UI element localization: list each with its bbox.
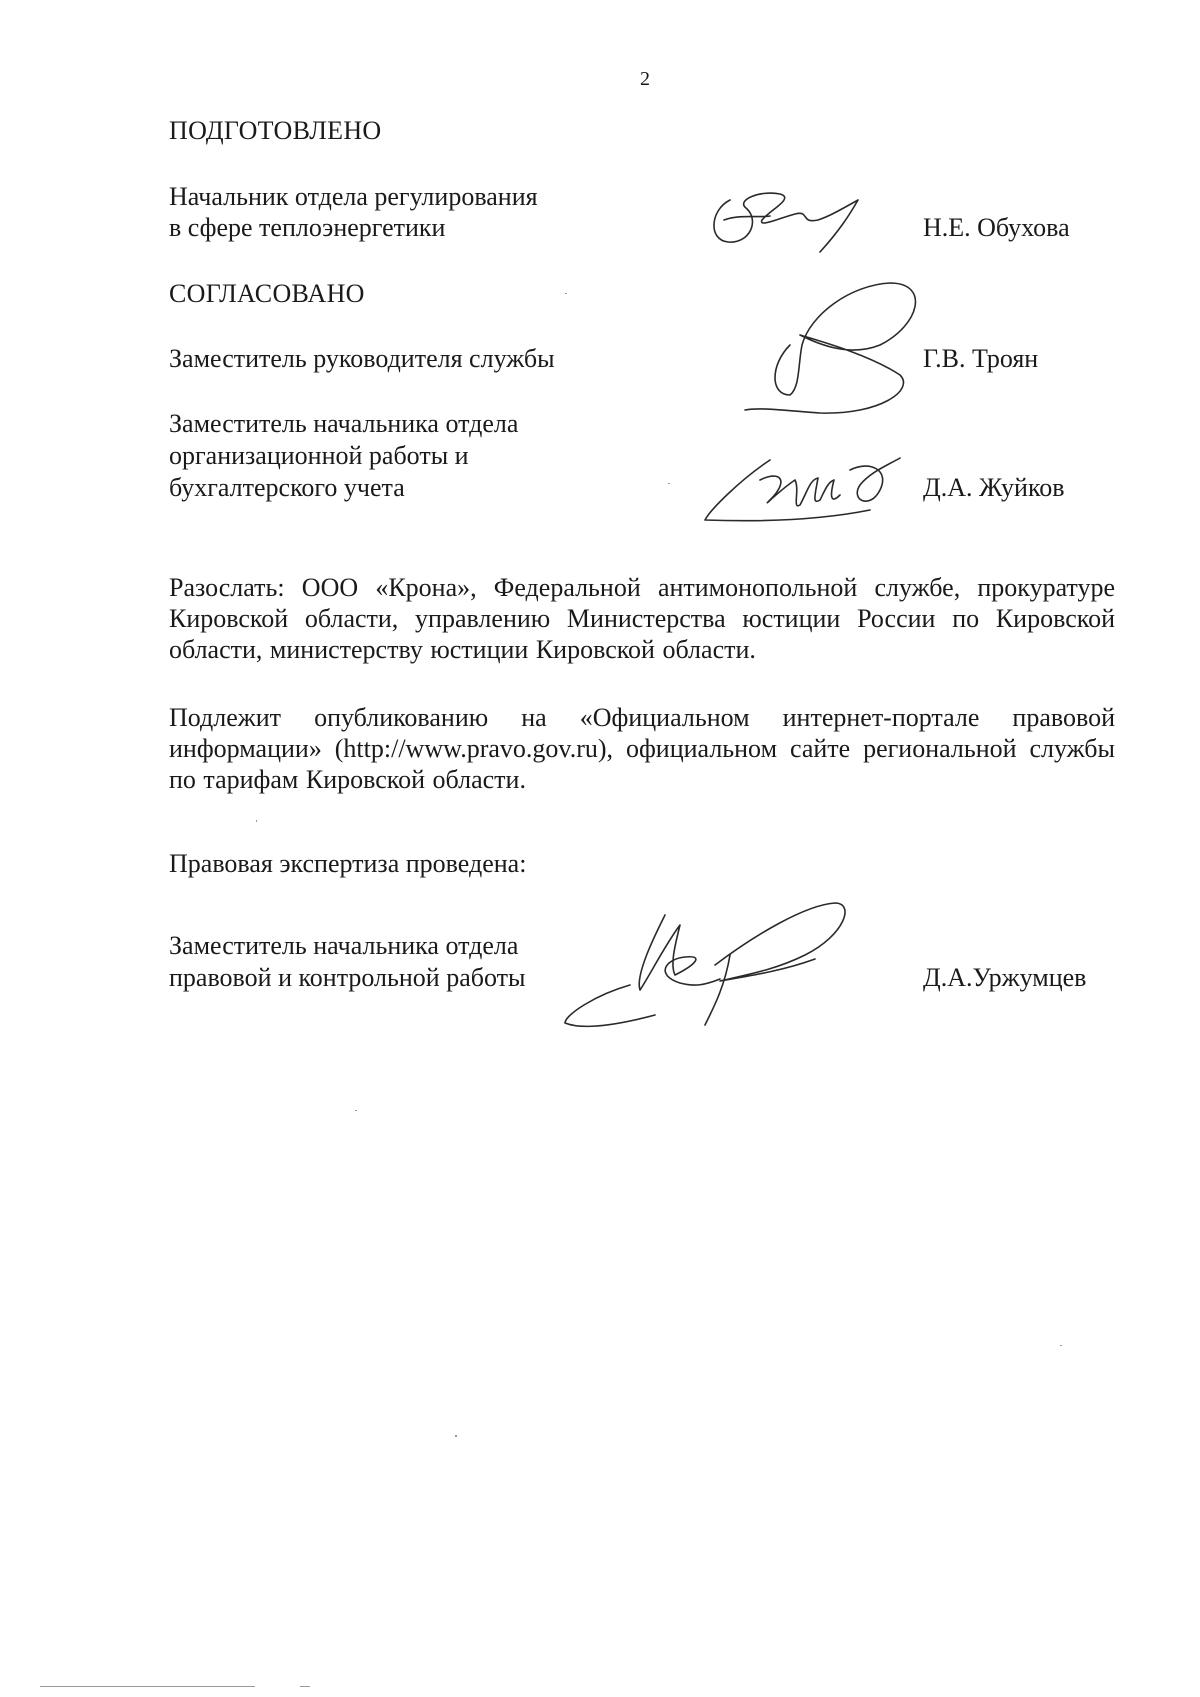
approved-person2-position-line1: Заместитель начальника отдела xyxy=(169,409,519,438)
signature-troyan xyxy=(730,275,940,430)
scan-speck xyxy=(668,483,670,484)
scan-speck xyxy=(565,293,567,294)
approved-heading: СОГЛАСОВАНО xyxy=(169,279,365,308)
legal-review-position-line1: Заместитель начальника отдела xyxy=(169,931,519,960)
scan-speck xyxy=(355,1110,357,1111)
prepared-position-line1: Начальник отдела регулирования xyxy=(169,182,538,211)
scan-speck xyxy=(455,1435,457,1437)
approved-person2-position-line2: организационной работы и xyxy=(169,441,469,470)
prepared-name: Н.Е. Обухова xyxy=(923,213,1070,242)
legal-review-name: Д.А.Уржумцев xyxy=(923,963,1087,992)
scan-speck xyxy=(256,820,257,822)
page-number: 2 xyxy=(640,68,650,90)
signature-zhuikov xyxy=(700,450,910,530)
prepared-heading: ПОДГОТОВЛЕНО xyxy=(169,116,382,145)
publication-paragraph: Подлежит опубликованию на «Официальном интернет-портале правовой информации» (http://www.pravo.gov.ru), официальном сайте региональной службы по тарифам Кировской области. xyxy=(169,703,1115,794)
signature-urzhumtsev xyxy=(555,895,895,1030)
scan-speck xyxy=(1060,1345,1062,1346)
approved-person1-name: Г.В. Троян xyxy=(923,344,1039,373)
scan-line-artifact xyxy=(40,1686,255,1687)
signature-obukhova xyxy=(700,180,890,260)
legal-review-heading: Правовая экспертиза проведена: xyxy=(169,849,527,878)
scan-speck xyxy=(300,1686,310,1687)
legal-review-position-line2: правовой и контрольной работы xyxy=(169,963,526,992)
approved-person1-position: Заместитель руководителя службы xyxy=(169,344,555,373)
distribution-paragraph: Разослать: ООО «Крона», Федеральной антимонопольной службе, прокуратуре Кировской области, управлению Министерства юстиции России по Кировской области, министерству юстиции Кировской области. xyxy=(169,573,1115,664)
approved-person2-name: Д.А. Жуйков xyxy=(923,473,1065,502)
approved-person2-position-line3: бухгалтерского учета xyxy=(169,473,405,502)
prepared-position-line2: в сфере теплоэнергетики xyxy=(169,213,446,242)
